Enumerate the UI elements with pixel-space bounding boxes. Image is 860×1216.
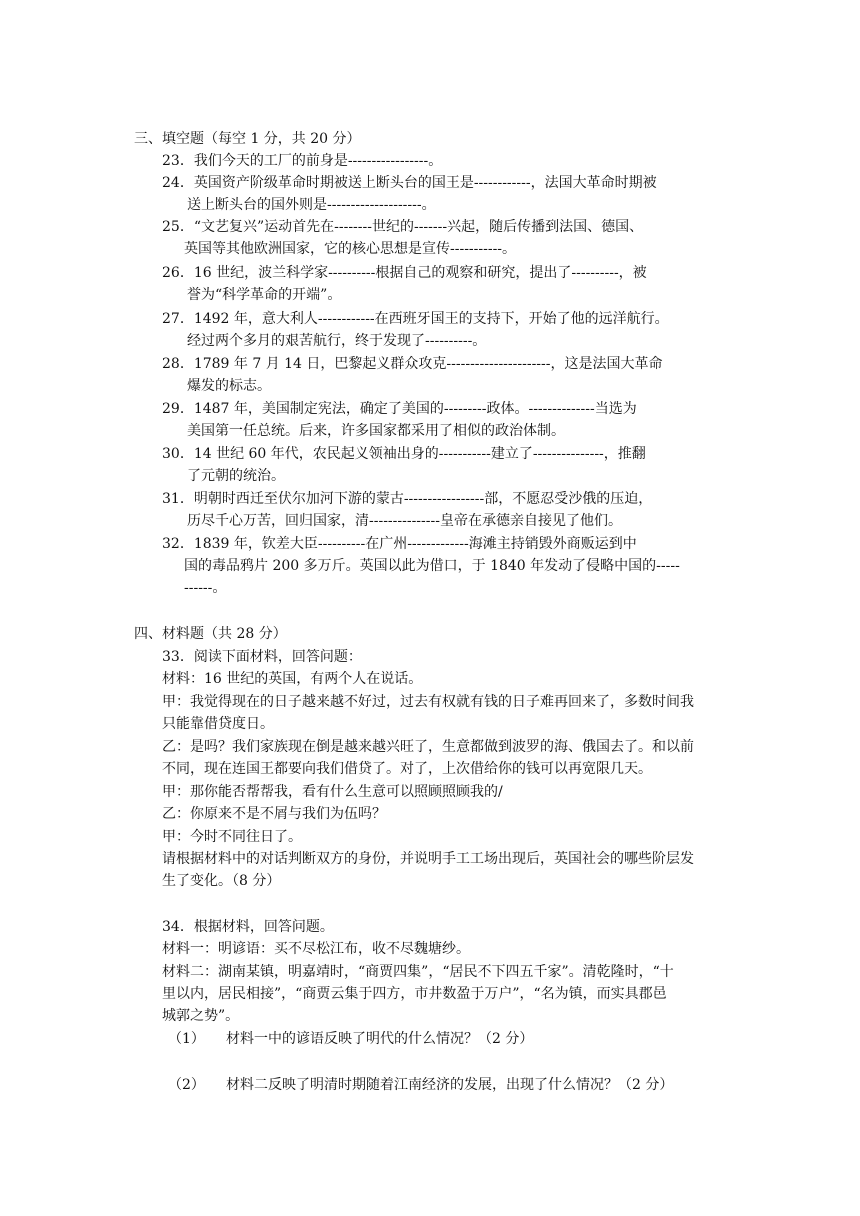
question-33-dialogue-a3: 甲：今时不同往日了。 — [162, 829, 302, 845]
question-30: 30．14 世纪 60 年代，农民起义领袖出身的-----------建立了---------------，推翻 了元朝的统治。 — [162, 446, 646, 484]
question-32: 32．1839 年，钦差大臣----------在广州-------------海滩主持销毁外商贩运到中 国的毒品鸦片 200 多万斤。英国以此为借口，于 1840 年发动了侵略中国的----- ------。 — [162, 536, 680, 596]
question-33-prompt: 请根据材料中的对话判断双方的身份，并说明手工工场出现后，英国社会的哪些阶层发 生了变化。（8 分） — [162, 851, 694, 889]
question-24: 24．英国资产阶级革命时期被送上断头台的国王是------------，法国大革命时期被 送上断头台的国外则是--------------------。 — [162, 175, 657, 213]
section-3-title: 三、填空题（每空 1 分，共 20 分） — [134, 131, 361, 147]
question-33-dialogue-b1: 乙：是吗？我们家族现在倒是越来越兴旺了，生意都做到波罗的海、俄国去了。和以前 不同，现在连国王都要向我们借贷了。对了，上次借给你的钱可以再宽限几天。 — [162, 739, 694, 777]
question-26: 26．16 世纪，波兰科学家----------根据自己的观察和研究，提出了----------，被 誉为“科学革命的开端”。 — [162, 265, 647, 303]
section-4-title: 四、材料题（共 28 分） — [134, 626, 287, 642]
question-33-dialogue-a2: 甲：那你能否帮帮我，看有什么生意可以照顾照顾我的/ — [162, 784, 503, 800]
question-34-material-2: 材料二：湖南某镇，明嘉靖时，“商贾四集”，“居民不下四五千家”。清乾隆时，“十 里以内，居民相接”，“商贾云集于四方，市井数盈于万户”，“名为镇，而实具郡邑 城郭之势”。 — [162, 964, 674, 1024]
question-34-sub-1: （1） 材料一中的谚语反映了明代的什么情况？（2 分） — [168, 1031, 534, 1047]
question-28: 28．1789 年 7 月 14 日，巴黎起义群众攻克----------------------，这是法国大革命 爆发的标志。 — [162, 356, 663, 394]
question-25: 25．“文艺复兴”运动首先在--------世纪的-------兴起，随后传播到法国、德国、 英国等其他欧洲国家，它的核心思想是宣传-----------。 — [162, 219, 644, 257]
question-33-dialogue-b2: 乙：你原来不是不屑与我们为伍吗？ — [162, 806, 386, 822]
question-34-heading: 34．根据材料，回答问题。 — [162, 919, 334, 935]
question-33-dialogue-a1: 甲：我觉得现在的日子越来越不好过，过去有权就有钱的日子难再回来了，多数时间我 只能靠借贷度日。 — [162, 694, 694, 732]
question-23: 23．我们今天的工厂的前身是-----------------。 — [162, 153, 443, 169]
question-29: 29．1487 年，美国制定宪法，确定了美国的---------政体。--------------当选为 美国第一任总统。后来，许多国家都采用了相似的政治体制。 — [162, 401, 637, 439]
question-31: 31．明朝时西迁至伏尔加河下游的蒙古-----------------部，不愿忍受沙俄的压迫， 历尽千心万苦，回归国家，清---------------皇帝在承德亲自接见了他们。 — [162, 491, 653, 529]
question-34-material-1: 材料一：明谚语：买不尽松江布，收不尽魏塘纱。 — [162, 941, 470, 957]
question-27: 27．1492 年，意大利人------------在西班牙国王的支持下，开始了他的远洋航行。 经过两个多月的艰苦航行，终于发现了----------。 — [162, 311, 669, 349]
question-33-heading: 33．阅读下面材料，回答问题： — [162, 649, 362, 665]
question-33-material-intro: 材料：16 世纪的英国，有两个人在说话。 — [162, 671, 423, 687]
question-34-sub-2: （2） 材料二反映了明清时期随着江南经济的发展，出现了什么情况？（2 分） — [168, 1077, 674, 1093]
